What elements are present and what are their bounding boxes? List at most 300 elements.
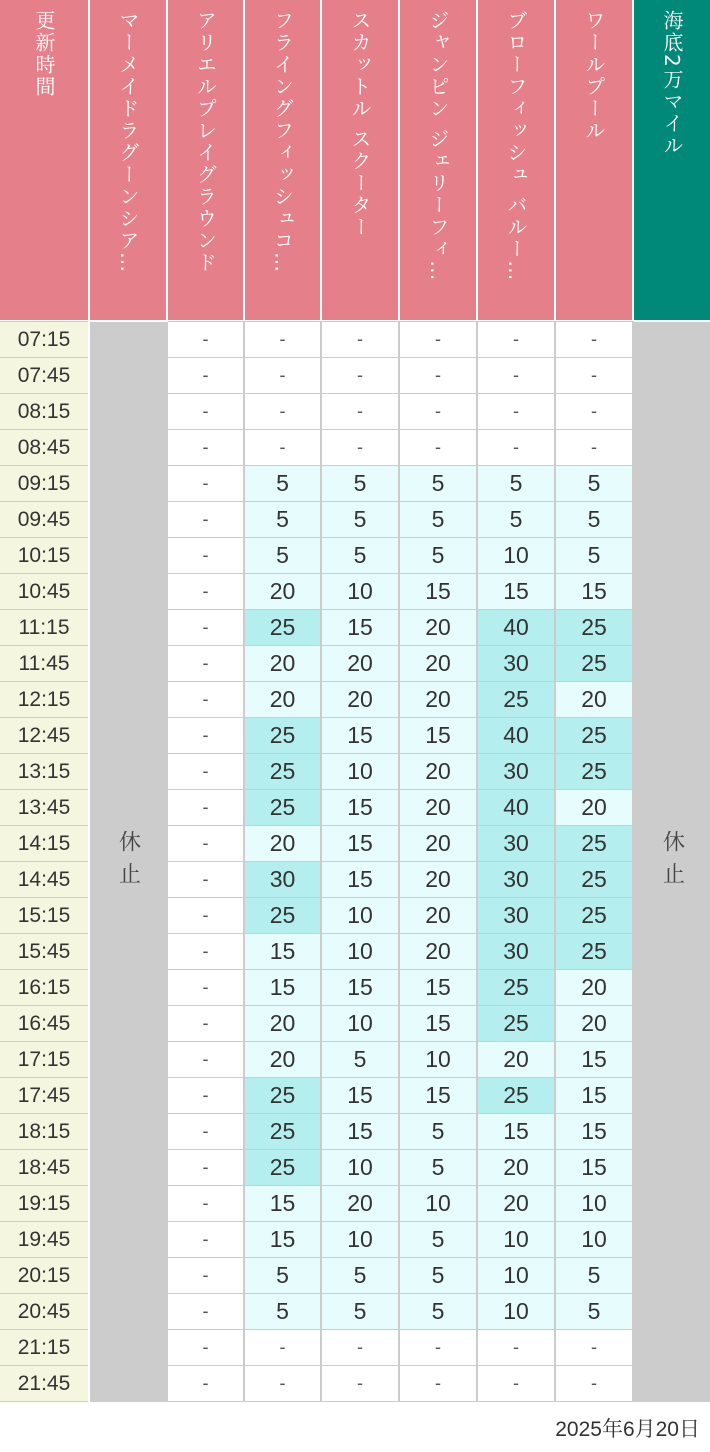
wait-time-cell: 30 [478, 862, 554, 897]
wait-time-cell: 5 [245, 538, 320, 573]
grid-line [0, 573, 88, 574]
wait-time-cell: 20 [400, 754, 476, 789]
wait-time-cell: 10 [322, 574, 398, 609]
wait-time-cell: - [168, 1366, 243, 1401]
wait-time-cell: 25 [245, 790, 320, 825]
wait-time-cell: 25 [245, 1078, 320, 1113]
wait-time-cell: 30 [478, 754, 554, 789]
wait-time-cell: - [245, 1330, 320, 1365]
column-header [400, 0, 476, 320]
wait-time-cell: 15 [245, 1222, 320, 1257]
time-cell: 18:15 [0, 1114, 88, 1149]
closed-column [90, 322, 166, 1402]
wait-time-cell: 25 [478, 970, 554, 1005]
wait-time-cell: 5 [400, 1114, 476, 1149]
wait-time-cell: - [245, 394, 320, 429]
wait-time-cell: 15 [245, 934, 320, 969]
wait-time-cell: - [556, 430, 632, 465]
wait-time-cell: 25 [478, 682, 554, 717]
grid-line [0, 861, 88, 862]
wait-time-cell: 15 [400, 574, 476, 609]
grid-line [0, 1329, 88, 1330]
wait-time-cell: 40 [478, 790, 554, 825]
wait-time-cell: - [168, 646, 243, 681]
wait-time-cell: 30 [478, 898, 554, 933]
wait-time-cell: 15 [322, 970, 398, 1005]
wait-time-cell: 20 [478, 1150, 554, 1185]
wait-time-cell: 30 [478, 826, 554, 861]
wait-time-cell: - [168, 430, 243, 465]
wait-time-cell: - [322, 358, 398, 393]
wait-time-cell: 25 [556, 862, 632, 897]
grid-line [168, 1113, 634, 1114]
wait-time-cell: - [478, 322, 554, 357]
wait-time-cell: 5 [322, 1258, 398, 1293]
grid-line [168, 1365, 634, 1366]
wait-time-cell: 10 [478, 538, 554, 573]
wait-time-cell: 10 [322, 1222, 398, 1257]
wait-time-cell: 5 [556, 502, 632, 537]
wait-time-cell: 5 [478, 502, 554, 537]
wait-time-cell: 5 [322, 538, 398, 573]
wait-time-cell: 25 [478, 1078, 554, 1113]
grid-line [168, 861, 634, 862]
time-cell: 20:45 [0, 1294, 88, 1329]
wait-time-cell: - [478, 1330, 554, 1365]
wait-time-cell: - [245, 358, 320, 393]
time-cell: 13:15 [0, 754, 88, 789]
wait-time-cell: 15 [400, 970, 476, 1005]
wait-time-cell: 15 [556, 1078, 632, 1113]
time-cell: 07:15 [0, 322, 88, 357]
time-cell: 15:15 [0, 898, 88, 933]
wait-time-cell: 20 [400, 826, 476, 861]
grid-line [0, 1149, 88, 1150]
wait-time-cell: 20 [556, 970, 632, 1005]
wait-time-cell: - [400, 394, 476, 429]
wait-time-cell: - [400, 322, 476, 357]
wait-time-cell: 5 [400, 1150, 476, 1185]
wait-time-cell: 25 [245, 1114, 320, 1149]
grid-line [168, 357, 634, 358]
wait-time-cell: - [556, 358, 632, 393]
grid-line [168, 1041, 634, 1042]
wait-time-cell: 15 [322, 862, 398, 897]
grid-line [0, 789, 88, 790]
wait-time-cell: 10 [478, 1294, 554, 1329]
wait-time-cell: 20 [322, 646, 398, 681]
wait-time-cell: - [168, 970, 243, 1005]
wait-time-cell: - [478, 394, 554, 429]
wait-time-cell: 20 [556, 1006, 632, 1041]
grid-line [0, 1185, 88, 1186]
wait-time-cell: - [400, 1366, 476, 1401]
wait-time-cell: 10 [322, 898, 398, 933]
time-cell: 08:15 [0, 394, 88, 429]
wait-time-cell: 5 [400, 502, 476, 537]
grid-line [0, 969, 88, 970]
wait-time-cell: 10 [400, 1042, 476, 1077]
time-cell: 09:15 [0, 466, 88, 501]
wait-time-cell: 5 [400, 1294, 476, 1329]
wait-time-cell: - [168, 322, 243, 357]
column-header-label: ジャンピン ジェリーフィ… [426, 10, 450, 283]
wait-time-cell: 5 [245, 1294, 320, 1329]
time-cell: 21:15 [0, 1330, 88, 1365]
wait-time-cell: - [168, 1222, 243, 1257]
wait-time-cell: 20 [556, 790, 632, 825]
column-header-label: スカットル スクーター [348, 10, 372, 239]
wait-time-cell: 15 [245, 970, 320, 1005]
wait-time-cell: - [168, 1006, 243, 1041]
time-cell: 10:15 [0, 538, 88, 573]
wait-time-cell: - [478, 358, 554, 393]
wait-time-cell: 5 [400, 1258, 476, 1293]
wait-time-cell: - [400, 358, 476, 393]
wait-time-cell: 15 [556, 1150, 632, 1185]
wait-time-cell: 15 [322, 1114, 398, 1149]
grid-line [0, 1221, 88, 1222]
wait-time-cell: - [556, 1330, 632, 1365]
wait-time-cell: 5 [556, 1258, 632, 1293]
wait-time-cell: - [556, 1366, 632, 1401]
wait-time-cell: - [168, 358, 243, 393]
wait-time-cell: 5 [322, 502, 398, 537]
grid-line [168, 501, 634, 502]
wait-time-cell: - [556, 322, 632, 357]
wait-time-cell: 15 [400, 1078, 476, 1113]
time-cell: 11:45 [0, 646, 88, 681]
wait-time-cell: 15 [400, 1006, 476, 1041]
wait-time-cell: 5 [322, 1294, 398, 1329]
wait-time-cell: 20 [245, 646, 320, 681]
wait-time-cell: 5 [400, 466, 476, 501]
wait-time-cell: 5 [556, 466, 632, 501]
grid-line [166, 322, 168, 1402]
wait-time-cell: - [322, 430, 398, 465]
wait-time-cell: - [168, 1258, 243, 1293]
grid-line [168, 1329, 634, 1330]
grid-line [0, 1365, 88, 1366]
wait-time-cell: 30 [245, 862, 320, 897]
wait-time-cell: 20 [245, 574, 320, 609]
wait-time-cell: 10 [322, 754, 398, 789]
grid-line [168, 1221, 634, 1222]
time-cell: 17:15 [0, 1042, 88, 1077]
wait-time-cell: 25 [556, 898, 632, 933]
wait-time-cell: 15 [322, 610, 398, 645]
wait-time-cell: 10 [322, 1150, 398, 1185]
grid-line [0, 1005, 88, 1006]
wait-time-cell: 15 [556, 1042, 632, 1077]
wait-time-cell: 20 [245, 1042, 320, 1077]
column-header-label: ワールプール [582, 10, 606, 142]
wait-time-cell: 5 [400, 538, 476, 573]
column-header-label: フライングフィッシュコ… [270, 10, 295, 274]
wait-time-cell: 15 [478, 574, 554, 609]
wait-time-cell: 25 [245, 754, 320, 789]
wait-time-cell: 5 [245, 1258, 320, 1293]
wait-time-cell: 25 [245, 1150, 320, 1185]
wait-time-cell: - [168, 574, 243, 609]
wait-time-cell: 25 [556, 754, 632, 789]
wait-time-cell: 25 [556, 646, 632, 681]
wait-time-cell: 20 [400, 898, 476, 933]
time-cell: 19:15 [0, 1186, 88, 1221]
wait-time-cell: - [478, 1366, 554, 1401]
column-header [322, 0, 398, 320]
wait-time-cell: - [322, 1330, 398, 1365]
wait-time-cell: 20 [478, 1186, 554, 1221]
wait-time-cell: 15 [556, 1114, 632, 1149]
wait-time-cell: - [168, 718, 243, 753]
column-header [478, 0, 554, 320]
time-cell: 14:45 [0, 862, 88, 897]
time-cell: 13:45 [0, 790, 88, 825]
grid-line [168, 429, 634, 430]
wait-time-cell: 20 [322, 1186, 398, 1221]
grid-line [554, 322, 556, 1402]
grid-line [168, 753, 634, 754]
time-cell: 12:45 [0, 718, 88, 753]
wait-time-cell: 25 [556, 934, 632, 969]
grid-line [168, 717, 634, 718]
time-cell: 15:45 [0, 934, 88, 969]
wait-time-cell: 10 [322, 1006, 398, 1041]
wait-time-cell: 20 [400, 682, 476, 717]
wait-time-cell: 15 [478, 1114, 554, 1149]
grid-line [0, 1041, 88, 1042]
wait-time-cell: 10 [478, 1258, 554, 1293]
grid-line [168, 1257, 634, 1258]
wait-time-cell: 20 [400, 610, 476, 645]
time-cell: 16:45 [0, 1006, 88, 1041]
wait-time-cell: - [322, 322, 398, 357]
column-header [245, 0, 320, 320]
wait-time-cell: 15 [322, 1078, 398, 1113]
wait-time-cell: 15 [556, 574, 632, 609]
time-cell: 10:45 [0, 574, 88, 609]
grid-line [0, 825, 88, 826]
wait-time-cell: - [245, 430, 320, 465]
grid-line [168, 825, 634, 826]
grid-line [0, 1293, 88, 1294]
wait-time-cell: 20 [400, 646, 476, 681]
wait-time-cell: 40 [478, 610, 554, 645]
wait-time-cell: 10 [478, 1222, 554, 1257]
wait-time-cell: 20 [400, 790, 476, 825]
wait-time-cell: 15 [322, 826, 398, 861]
time-cell: 20:15 [0, 1258, 88, 1293]
wait-time-cell: 20 [322, 682, 398, 717]
wait-time-cell: - [168, 754, 243, 789]
wait-time-cell: 20 [478, 1042, 554, 1077]
wait-time-cell: 5 [556, 538, 632, 573]
wait-time-cell: - [168, 466, 243, 501]
wait-time-cell: - [322, 394, 398, 429]
wait-time-cell: - [400, 430, 476, 465]
wait-time-cell: 10 [400, 1186, 476, 1221]
wait-time-cell: 20 [400, 934, 476, 969]
wait-time-cell: 30 [478, 934, 554, 969]
update-date: 2025年6月20日 [555, 1418, 700, 1441]
wait-time-cell: - [168, 682, 243, 717]
grid-line [168, 645, 634, 646]
column-header-label: 更新時間 [32, 10, 56, 98]
wait-time-cell: 25 [556, 610, 632, 645]
wait-time-cell: - [168, 826, 243, 861]
grid-line [476, 322, 478, 1402]
grid-line [0, 609, 88, 610]
grid-line [0, 1077, 88, 1078]
wait-time-cell: 5 [245, 502, 320, 537]
grid-line [168, 1185, 634, 1186]
column-header [90, 0, 166, 320]
time-cell: 18:45 [0, 1150, 88, 1185]
grid-line [0, 1401, 88, 1402]
grid-line [168, 1401, 634, 1402]
grid-line [168, 1149, 634, 1150]
time-cell: 11:15 [0, 610, 88, 645]
grid-line [0, 501, 88, 502]
wait-time-cell: - [168, 1330, 243, 1365]
wait-time-cell: - [168, 394, 243, 429]
grid-line [0, 1113, 88, 1114]
wait-time-cell: 15 [400, 718, 476, 753]
wait-time-cell: 5 [245, 466, 320, 501]
wait-time-cell: 5 [322, 466, 398, 501]
wait-time-cell: 15 [322, 790, 398, 825]
time-cell: 07:45 [0, 358, 88, 393]
column-header-label: ブローフィッシュ バルー… [504, 10, 528, 283]
wait-time-cell: - [322, 1366, 398, 1401]
grid-line [168, 573, 634, 574]
grid-line [168, 681, 634, 682]
wait-time-cell: - [245, 322, 320, 357]
grid-line [0, 753, 88, 754]
wait-time-cell: - [168, 1294, 243, 1329]
grid-line [398, 322, 400, 1402]
grid-line [0, 681, 88, 682]
grid-line [0, 1257, 88, 1258]
grid-line [320, 322, 322, 1402]
grid-line [0, 429, 88, 430]
time-cell: 21:45 [0, 1366, 88, 1401]
column-header [0, 0, 88, 320]
grid-line [168, 537, 634, 538]
grid-line [243, 322, 245, 1402]
wait-time-cell: 20 [556, 682, 632, 717]
time-cell: 08:45 [0, 430, 88, 465]
wait-time-cell: - [168, 862, 243, 897]
grid-line [0, 645, 88, 646]
time-cell: 17:45 [0, 1078, 88, 1113]
wait-time-cell: 25 [478, 1006, 554, 1041]
grid-line [0, 717, 88, 718]
wait-time-cell: - [168, 790, 243, 825]
wait-time-cell: 25 [556, 718, 632, 753]
wait-time-cell: 20 [245, 682, 320, 717]
wait-time-cell: 40 [478, 718, 554, 753]
column-header [168, 0, 243, 320]
wait-time-cell: 20 [245, 826, 320, 861]
wait-time-cell: 5 [322, 1042, 398, 1077]
grid-line [632, 322, 634, 1402]
wait-time-cell: - [168, 1186, 243, 1221]
grid-line [168, 1293, 634, 1294]
wait-time-cell: - [245, 1366, 320, 1401]
wait-time-cell: - [168, 1114, 243, 1149]
time-cell: 14:15 [0, 826, 88, 861]
wait-time-cell: 10 [556, 1186, 632, 1221]
grid-line [0, 393, 88, 394]
grid-line [0, 321, 88, 322]
closed-column [634, 322, 710, 1402]
time-cell: 19:45 [0, 1222, 88, 1257]
grid-line [168, 1077, 634, 1078]
wait-time-cell: - [168, 502, 243, 537]
grid-line [168, 933, 634, 934]
column-header-label: マーメイドラグーンシア… [116, 10, 140, 274]
grid-line [0, 897, 88, 898]
wait-time-cell: 5 [478, 466, 554, 501]
grid-line [168, 393, 634, 394]
grid-line [168, 789, 634, 790]
wait-time-cell: - [168, 610, 243, 645]
wait-time-cell: - [168, 1078, 243, 1113]
grid-line [168, 897, 634, 898]
closed-label: 休止 [115, 830, 141, 894]
column-header [634, 0, 710, 320]
wait-time-cell: 25 [245, 610, 320, 645]
time-cell: 16:15 [0, 970, 88, 1005]
wait-time-cell: 10 [322, 934, 398, 969]
wait-time-cell: - [168, 1042, 243, 1077]
wait-time-cell: 10 [556, 1222, 632, 1257]
grid-line [168, 969, 634, 970]
wait-time-cell: 25 [245, 718, 320, 753]
grid-line [168, 1005, 634, 1006]
closed-label: 休止 [659, 830, 685, 894]
wait-time-cell: 20 [400, 862, 476, 897]
wait-time-cell: 25 [245, 898, 320, 933]
grid-line [168, 321, 634, 322]
wait-time-cell: 25 [556, 826, 632, 861]
wait-time-cell: 15 [322, 718, 398, 753]
grid-line [0, 933, 88, 934]
wait-time-cell: 30 [478, 646, 554, 681]
column-header [556, 0, 632, 320]
grid-line [168, 465, 634, 466]
column-header-label: 海底2万マイル [660, 10, 684, 157]
grid-line [0, 357, 88, 358]
time-cell: 09:45 [0, 502, 88, 537]
grid-line [0, 465, 88, 466]
wait-time-cell: 5 [400, 1222, 476, 1257]
grid-line [0, 537, 88, 538]
wait-time-cell: 15 [245, 1186, 320, 1221]
wait-time-cell: - [556, 394, 632, 429]
wait-time-cell: - [168, 1150, 243, 1185]
wait-time-cell: - [478, 430, 554, 465]
grid-line [168, 609, 634, 610]
wait-time-cell: 5 [556, 1294, 632, 1329]
time-cell: 12:15 [0, 682, 88, 717]
wait-time-cell: - [168, 538, 243, 573]
wait-time-cell: - [168, 898, 243, 933]
wait-time-cell: - [168, 934, 243, 969]
wait-time-cell: - [400, 1330, 476, 1365]
